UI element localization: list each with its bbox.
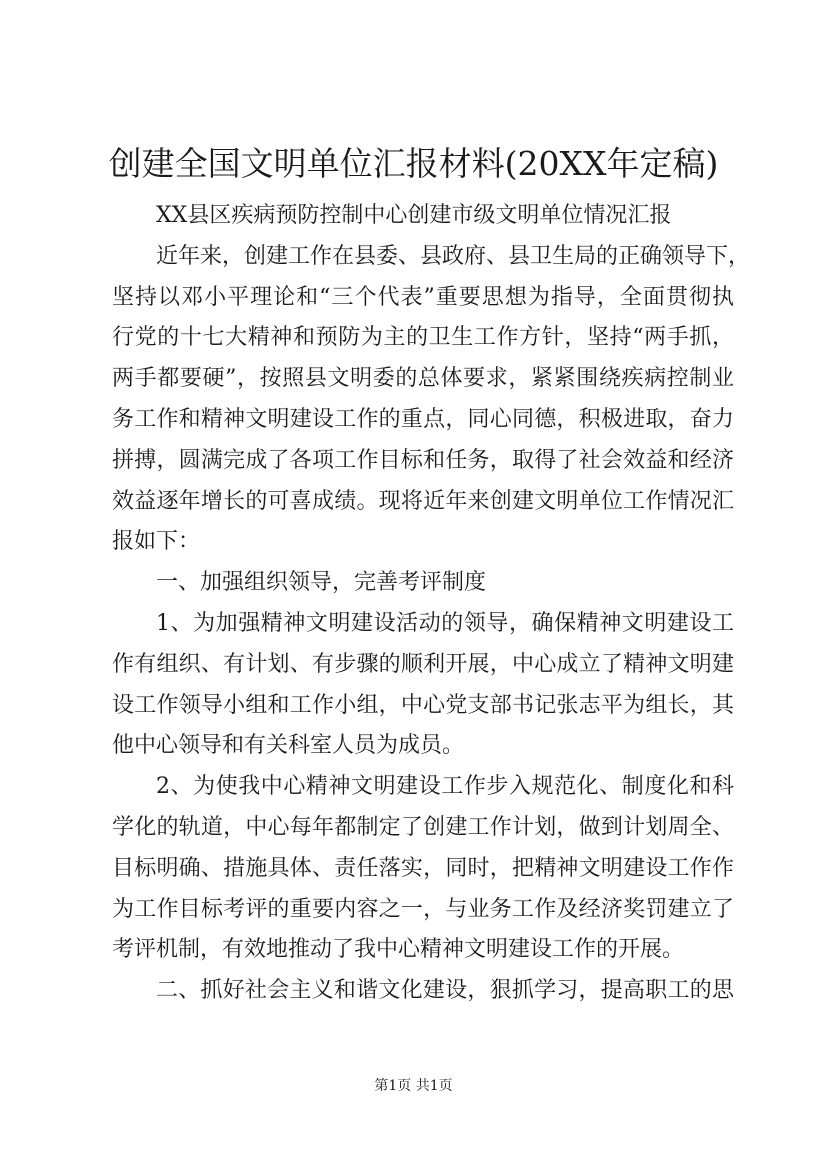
paragraph-line: 两手都要硬”，按照县文明委的总体要求，紧紧围绕疾病控制业 — [112, 366, 734, 392]
paragraph-line: 为工作目标考评的重要内容之一，与业务工作及经济奖罚建立了 — [112, 896, 734, 922]
paragraph-line: 报如下： — [112, 529, 201, 555]
section-heading: 二、抓好社会主义和谐文化建设，狠抓学习，提高职工的思 — [156, 978, 734, 1004]
paragraph-line: 坚持以邓小平理论和“三个代表”重要思想为指导，全面贯彻执 — [112, 284, 734, 310]
paragraph-line: 1、为加强精神文明建设活动的领导，确保精神文明建设工 — [156, 610, 734, 636]
paragraph-line: 务工作和精神文明建设工作的重点，同心同德，积极进取，奋力 — [112, 406, 734, 432]
paragraph-line: 考评机制，有效地推动了我中心精神文明建设工作的开展。 — [112, 937, 685, 963]
paragraph-line: 设工作领导小组和工作小组，中心党支部书记张志平为组长，其 — [112, 692, 734, 718]
document-body — [112, 196, 751, 1012]
paragraph-line: 目标明确、措施具体、责任落实，同时，把精神文明建设工作作 — [112, 855, 734, 881]
paragraph-line: 行党的十七大精神和预防为主的卫生工作方针，坚持“两手抓， — [112, 325, 734, 351]
subtitle-line: XX县区疾病预防控制中心创建市级文明单位情况汇报 — [156, 203, 672, 228]
document-title: 创建全国文明单位汇报材料(20XX年定稿) — [108, 144, 719, 183]
paragraph-line: 他中心领导和有关科室人员为成员。 — [112, 733, 465, 759]
paragraph-line: 2、为使我中心精神文明建设工作步入规范化、制度化和科 — [156, 774, 734, 800]
paragraph-line: 效益逐年增长的可喜成绩。现将近年来创建文明单位工作情况汇 — [112, 488, 734, 514]
page-number: 第1页 共1页 — [374, 1078, 453, 1094]
paragraph-line: 学化的轨道，中心每年都制定了创建工作计划，做到计划周全、 — [112, 814, 734, 840]
section-heading: 一、加强组织领导，完善考评制度 — [156, 570, 487, 596]
paragraph-line: 作有组织、有计划、有步骤的顺利开展，中心成立了精神文明建 — [112, 651, 734, 677]
paragraph-line: 拼搏，圆满完成了各项工作目标和任务，取得了社会效益和经济 — [112, 447, 734, 473]
paragraph-line: 近年来，创建工作在县委、县政府、县卫生局的正确领导下， — [156, 243, 751, 269]
